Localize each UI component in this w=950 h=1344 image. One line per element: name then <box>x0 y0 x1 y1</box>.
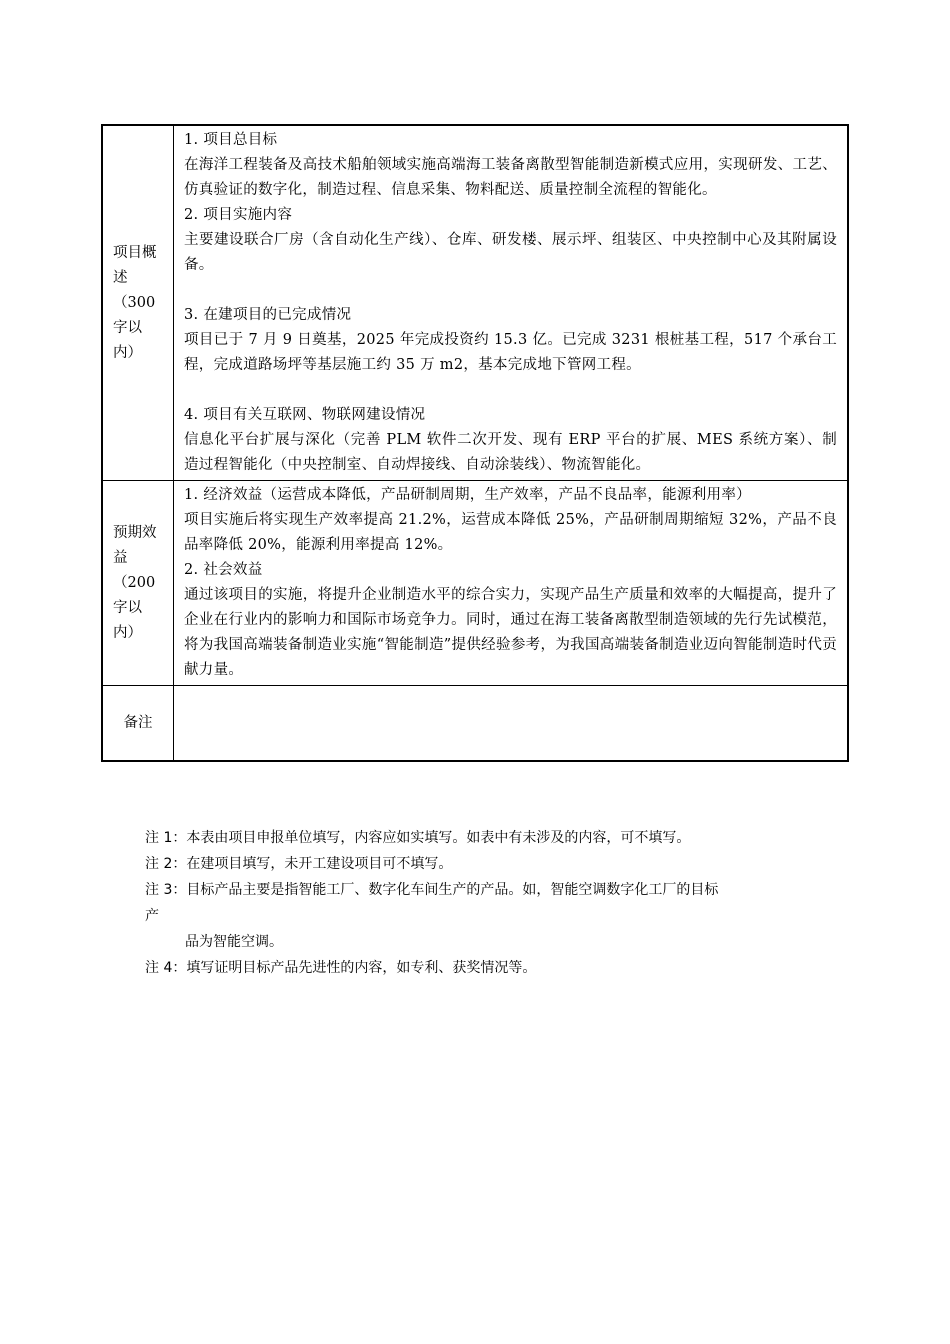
overview-content-cell <box>174 125 849 481</box>
benefits-row <box>102 481 848 686</box>
benefits-social-text: 通过该项目的实施，将提升企业制造水平的综合实力，实现产品生产质量和效率的大幅提高，提升了企业在行业内的影响力和国际市场竞争力。同时，通过在海工装备离散型制造领域的先行先试模范，将为我国高端装备制造业实施“智能制造”提供经验参考，为我国高端装备制造业迈向智能制造时代贡献力量。 <box>184 587 837 678</box>
overview-heading-progress: 3. 在建项目的已完成情况 <box>184 307 352 323</box>
overview-label-line: 内） <box>113 344 142 361</box>
benefits-label-line: 预期效 <box>113 524 157 541</box>
remarks-value-cell <box>174 686 849 762</box>
paragraph-gap <box>184 278 837 303</box>
overview-heading-content: 2. 项目实施内容 <box>184 207 293 223</box>
overview-content <box>174 126 847 480</box>
benefits-label-line: 字以 <box>113 599 142 616</box>
overview-heading-goal: 1. 项目总目标 <box>184 132 278 148</box>
overview-label-line: 字以 <box>113 319 142 336</box>
overview-row <box>102 125 848 481</box>
overview-progress-text: 项目已于 7 月 9 日奠基，2025 年完成投资约 15.3 亿。已完成 3231 根桩基工程，517 个承台工程，完成道路场坪等基层施工约 35 万 m2，基本完成地下管网工程。 <box>184 332 837 373</box>
overview-label-line: 述 <box>113 269 128 286</box>
overview-label-line: 项目概 <box>113 244 157 261</box>
benefits-heading-economic: 1. 经济效益（运营成本降低，产品研制周期，生产效率，产品不良品率，能源利用率） <box>184 487 751 503</box>
overview-label-line: （300 <box>113 294 156 311</box>
benefits-content-cell <box>174 481 849 686</box>
benefits-label-line: （200 <box>113 574 156 591</box>
footnote-3-continued: 品为智能空调。 <box>185 934 283 950</box>
overview-content-text: 主要建设联合厂房（含自动化生产线）、仓库、研发楼、展示坪、组装区、中央控制中心及其附属设备。 <box>184 232 837 273</box>
overview-label-cell <box>102 125 174 481</box>
footnote-3: 注 3：目标产品主要是指智能工厂、数字化车间生产的产品。如，智能空调数字化工厂的目标 <box>145 882 719 898</box>
benefits-label <box>103 521 173 646</box>
footnotes <box>145 825 805 981</box>
benefits-label-line: 益 <box>113 549 128 566</box>
benefits-label-cell <box>102 481 174 686</box>
footnote-3-wrap: 产 <box>145 908 159 924</box>
overview-heading-internet: 4. 项目有关互联网、物联网建设情况 <box>184 407 426 423</box>
footnote-2: 注 2：在建项目填写，未开工建设项目可不填写。 <box>145 856 453 872</box>
benefits-content <box>174 481 847 685</box>
overview-internet-text: 信息化平台扩展与深化（完善 PLM 软件二次开发、现有 ERP 平台的扩展、MES 系统方案）、制造过程智能化（中央控制室、自动焊接线、自动涂装线）、物流智能化。 <box>184 432 837 473</box>
benefits-heading-social: 2. 社会效益 <box>184 562 263 578</box>
benefits-label-line: 内） <box>113 624 142 641</box>
footnote-1: 注 1：本表由项目申报单位填写，内容应如实填写。如表中有未涉及的内容，可不填写。 <box>145 830 691 846</box>
project-info-table <box>101 124 849 762</box>
paragraph-gap <box>184 378 837 403</box>
remarks-label-cell <box>102 686 174 762</box>
remarks-row <box>102 686 848 762</box>
benefits-economic-text: 项目实施后将实现生产效率提高 21.2%，运营成本降低 25%，产品研制周期缩短 32%，产品不良品率降低 20%，能源利用率提高 12%。 <box>184 512 837 553</box>
overview-label <box>103 241 173 366</box>
footnote-4: 注 4：填写证明目标产品先进性的内容，如专利、获奖情况等。 <box>145 960 537 976</box>
remarks-value <box>174 686 847 690</box>
remarks-label: 备注 <box>123 714 153 731</box>
overview-goal-text: 在海洋工程装备及高技术船舶领域实施高端海工装备离散型智能制造新模式应用，实现研发、工艺、仿真验证的数字化，制造过程、信息采集、物料配送、质量控制全流程的智能化。 <box>184 157 837 198</box>
